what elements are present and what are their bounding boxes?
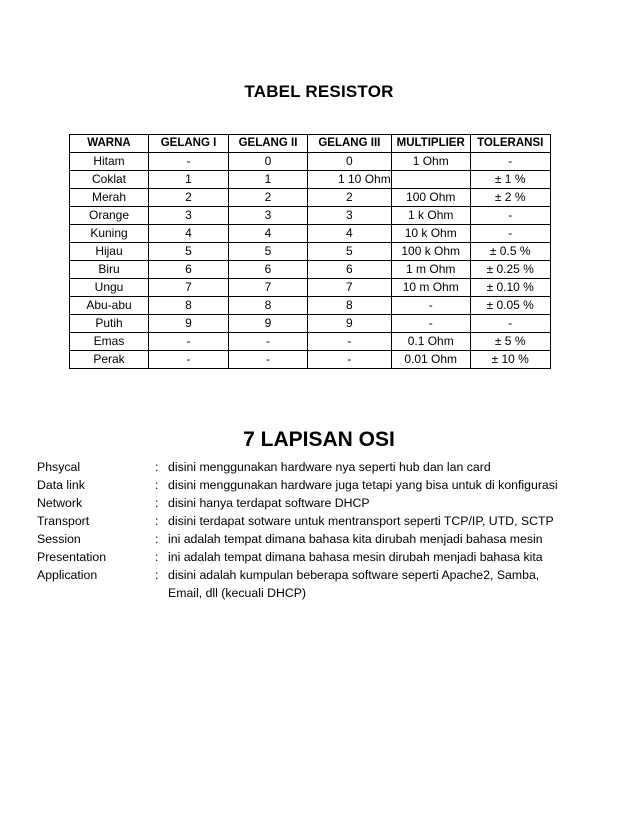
cell-gelang-3: 3 [308, 207, 392, 225]
osi-layer-desc-line-2: Email, dll (kecuali DHCP) [168, 586, 307, 600]
cell-toleransi: ± 0.25 % [470, 261, 550, 279]
cell-warna: Orange [70, 207, 149, 225]
cell-warna: Merah [70, 189, 149, 207]
osi-layer-desc: disini menggunakan hardware juga tetapi yang bisa untuk di konfigurasi [168, 478, 558, 492]
cell-toleransi: ± 0.05 % [470, 297, 550, 315]
table-row [70, 189, 551, 207]
cell-multiplier: 1 m Ohm [391, 261, 470, 279]
osi-colon: : [155, 496, 159, 510]
osi-layer-desc: disini terdapat sotware untuk mentransport seperti TCP/IP, UTD, SCTP [168, 514, 554, 528]
cell-warna: Emas [70, 333, 149, 351]
osi-layer-desc: ini adalah tempat dimana bahasa kita dirubah menjadi bahasa mesin [168, 532, 543, 546]
cell-gelang-1: 6 [149, 261, 229, 279]
cell-multiplier: - [391, 315, 470, 333]
osi-colon: : [155, 532, 159, 546]
cell-multiplier: 10 m Ohm [391, 279, 470, 297]
osi-layer-list [37, 458, 617, 602]
osi-layer-name: Network [37, 496, 83, 510]
cell-gelang-3: 8 [308, 297, 392, 315]
table-row [70, 153, 551, 171]
cell-gelang-1: - [149, 153, 229, 171]
cell-gelang-1: 7 [149, 279, 229, 297]
cell-gelang-3: 5 [308, 243, 392, 261]
header-gelang-2: GELANG II [229, 135, 308, 153]
cell-multiplier: - [391, 297, 470, 315]
resistor-table-header [70, 135, 551, 153]
header-gelang-1: GELANG I [149, 135, 229, 153]
table-row [70, 351, 551, 369]
cell-gelang-2: 8 [229, 297, 308, 315]
osi-colon: : [155, 478, 159, 492]
osi-layer-row [37, 512, 617, 530]
osi-colon: : [155, 514, 159, 528]
cell-gelang-2: 3 [229, 207, 308, 225]
osi-layer-desc: disini hanya terdapat software DHCP [168, 496, 370, 510]
cell-toleransi: ± 0.5 % [470, 243, 550, 261]
cell-gelang-3: - [308, 333, 392, 351]
cell-warna: Putih [70, 315, 149, 333]
cell-multiplier: 100 Ohm [391, 189, 470, 207]
cell-gelang-3: 2 [308, 189, 392, 207]
cell-gelang-2: - [229, 333, 308, 351]
cell-multiplier: 1 k Ohm [391, 207, 470, 225]
cell-gelang-3-text: 1 10 Ohm [338, 172, 391, 186]
osi-layer-row [37, 530, 617, 548]
osi-layer-row [37, 494, 617, 512]
osi-layer-desc-line-1: disini adalah kumpulan beberapa software seperti Apache2, Samba, [168, 568, 540, 582]
cell-gelang-2: 2 [229, 189, 308, 207]
cell-gelang-2: 5 [229, 243, 308, 261]
cell-gelang-1: 3 [149, 207, 229, 225]
cell-gelang-2: 9 [229, 315, 308, 333]
osi-layer-row [37, 548, 617, 566]
cell-warna: Hitam [70, 153, 149, 171]
cell-gelang-2: 4 [229, 225, 308, 243]
cell-gelang-1: 1 [149, 171, 229, 189]
table-row [70, 207, 551, 225]
osi-layer-name: Phsycal [37, 460, 81, 474]
cell-gelang-1: 2 [149, 189, 229, 207]
cell-gelang-2: 6 [229, 261, 308, 279]
osi-layer-name: Presentation [37, 550, 107, 564]
osi-layer-name: Application [37, 568, 98, 582]
cell-warna: Coklat [70, 171, 149, 189]
table-row [70, 171, 551, 189]
cell-gelang-2: 7 [229, 279, 308, 297]
cell-multiplier: 1 Ohm [391, 153, 470, 171]
cell-toleransi: ± 10 % [470, 351, 550, 369]
table-row [70, 261, 551, 279]
cell-gelang-3: 0 [308, 153, 392, 171]
cell-gelang-2: 0 [229, 153, 308, 171]
cell-toleransi: ± 0.10 % [470, 279, 550, 297]
osi-layer-name: Transport [37, 514, 90, 528]
osi-colon: : [155, 568, 159, 582]
header-warna: WARNA [70, 135, 149, 153]
resistor-table-title: TABEL RESISTOR [244, 82, 394, 101]
table-row [70, 297, 551, 315]
cell-gelang-2: - [229, 351, 308, 369]
cell-gelang-3: - [308, 351, 392, 369]
cell-toleransi: - [470, 153, 550, 171]
header-row [70, 135, 551, 153]
cell-gelang-3: 9 [308, 315, 392, 333]
cell-warna: Kuning [70, 225, 149, 243]
cell-gelang-1: - [149, 351, 229, 369]
cell-gelang-3: 7 [308, 279, 392, 297]
osi-layer-desc: disini menggunakan hardware nya seperti hub dan lan card [168, 460, 491, 474]
cell-gelang-3 [308, 171, 392, 189]
cell-multiplier: 0.01 Ohm [391, 351, 470, 369]
osi-layer-row [37, 458, 617, 476]
cell-multiplier: 100 k Ohm [391, 243, 470, 261]
cell-toleransi: ± 1 % [470, 171, 550, 189]
osi-layer-name: Session [37, 532, 81, 546]
table-row [70, 225, 551, 243]
osi-layer-desc: ini adalah tempat dimana bahasa mesin dirubah menjadi bahasa kita [168, 550, 543, 564]
table-row [70, 243, 551, 261]
cell-gelang-1: 8 [149, 297, 229, 315]
table-row [70, 333, 551, 351]
table-row [70, 315, 551, 333]
header-gelang-3: GELANG III [308, 135, 392, 153]
header-toleransi: TOLERANSI [470, 135, 550, 153]
cell-gelang-1: 9 [149, 315, 229, 333]
cell-gelang-1: - [149, 333, 229, 351]
cell-toleransi: - [470, 225, 550, 243]
cell-multiplier: 10 k Ohm [391, 225, 470, 243]
table-row [70, 279, 551, 297]
osi-layer-row [37, 476, 617, 494]
resistor-table-body [70, 153, 551, 369]
cell-warna: Abu-abu [70, 297, 149, 315]
cell-gelang-1: 4 [149, 225, 229, 243]
cell-warna: Ungu [70, 279, 149, 297]
cell-gelang-1: 5 [149, 243, 229, 261]
cell-toleransi: - [470, 315, 550, 333]
cell-multiplier [391, 171, 470, 189]
cell-toleransi: ± 2 % [470, 189, 550, 207]
cell-multiplier: 0.1 Ohm [391, 333, 470, 351]
osi-colon: : [155, 550, 159, 564]
cell-gelang-3: 6 [308, 261, 392, 279]
osi-layer-name: Data link [37, 478, 85, 492]
cell-warna: Hijau [70, 243, 149, 261]
cell-warna: Perak [70, 351, 149, 369]
osi-title: 7 LAPISAN OSI [243, 428, 395, 451]
cell-gelang-3: 4 [308, 225, 392, 243]
cell-warna: Biru [70, 261, 149, 279]
cell-gelang-2: 1 [229, 171, 308, 189]
header-multiplier: MULTIPLIER [391, 135, 470, 153]
osi-layer-desc [168, 566, 617, 602]
osi-colon: : [155, 460, 159, 474]
cell-toleransi: - [470, 207, 550, 225]
cell-toleransi: ± 5 % [470, 333, 550, 351]
resistor-table [69, 134, 551, 369]
osi-layer-row [37, 566, 617, 602]
